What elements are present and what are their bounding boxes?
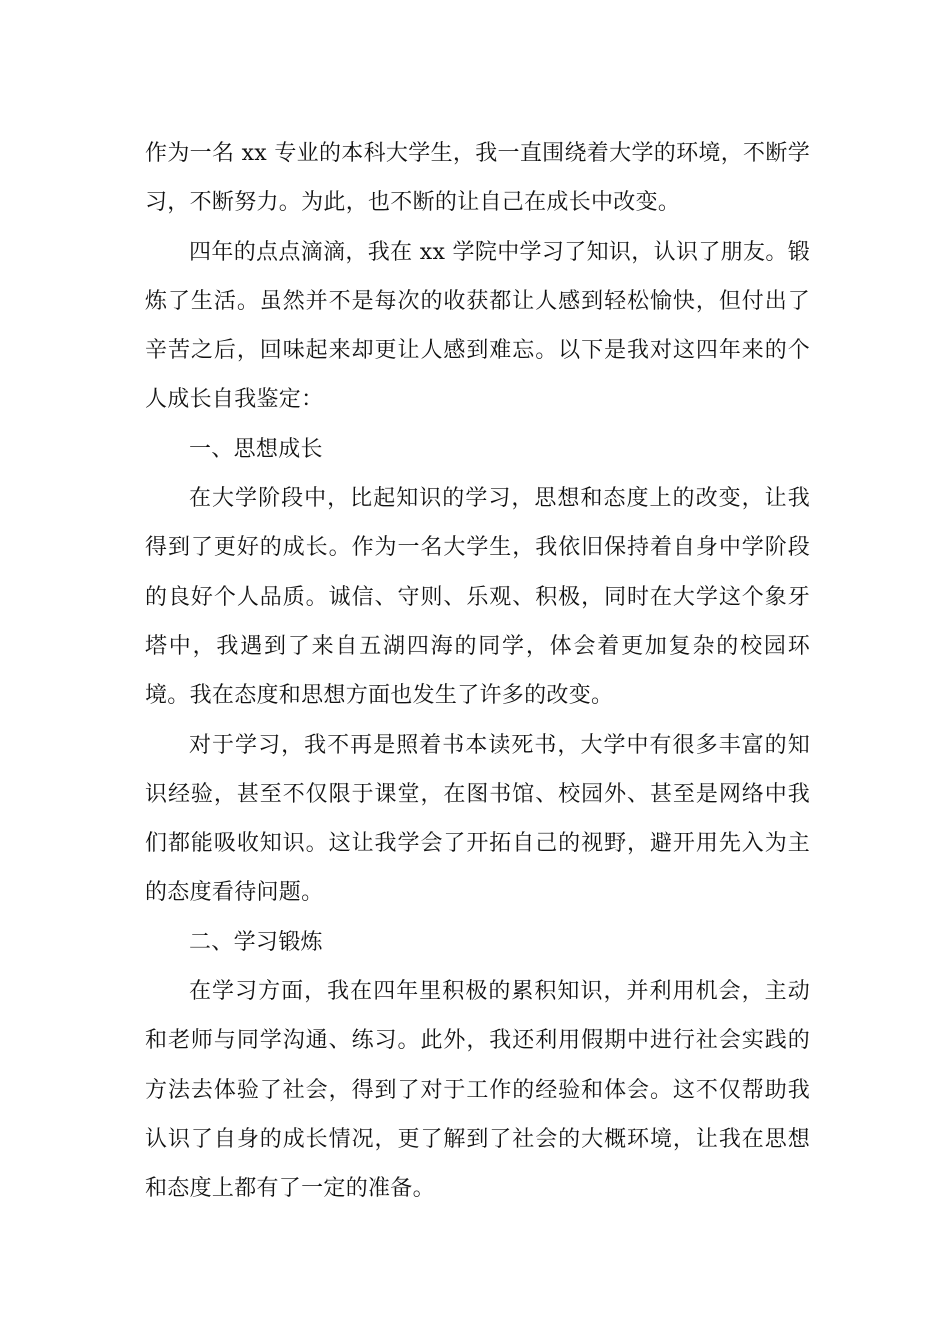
section-heading-thought-growth: 一、思想成长 <box>189 436 323 462</box>
section-heading-study-practice: 二、学习锻炼 <box>189 929 323 955</box>
paragraph-intro: 作为一名 xx 专业的本科大学生，我一直围绕着大学的环境，不断学习，不断努力。为此，也不断的让自己在成长中改变。 <box>145 141 810 216</box>
paragraph-study-practice: 在学习方面，我在四年里积极的累积知识，并利用机会，主动和老师与同学沟通、练习。此外，我还利用假期中进行社会实践的方法去体验了社会，得到了对于工作的经验和体会。这不仅帮助我认识了自身的成长情况，更了解到了社会的大概环境，让我在思想和态度上都有了一定的准备。 <box>145 979 810 1202</box>
paragraph-thought-growth: 在大学阶段中，比起知识的学习，思想和态度上的改变，让我得到了更好的成长。作为一名大学生，我依旧保持着自身中学阶段的良好个人品质。诚信、守则、乐观、积极，同时在大学这个象牙塔中，我遇到了来自五湖四海的同学，体会着更加复杂的校园环境。我在态度和思想方面也发生了许多的改变。 <box>145 486 810 709</box>
paragraph-study-attitude: 对于学习，我不再是照着书本读死书，大学中有很多丰富的知识经验，甚至不仅限于课堂，在图书馆、校园外、甚至是网络中我们都能吸收知识。这让我学会了开拓自己的视野，避开用先入为主的态度看待问题。 <box>145 732 810 906</box>
paragraph-four-years: 四年的点点滴滴，我在 xx 学院中学习了知识，认识了朋友。锻炼了生活。虽然并不是每次的收获都让人感到轻松愉快，但付出了辛苦之后，回味起来却更让人感到难忘。以下是我对这四年来的个人成长自我鉴定： <box>145 239 810 413</box>
document-body <box>145 129 810 1214</box>
